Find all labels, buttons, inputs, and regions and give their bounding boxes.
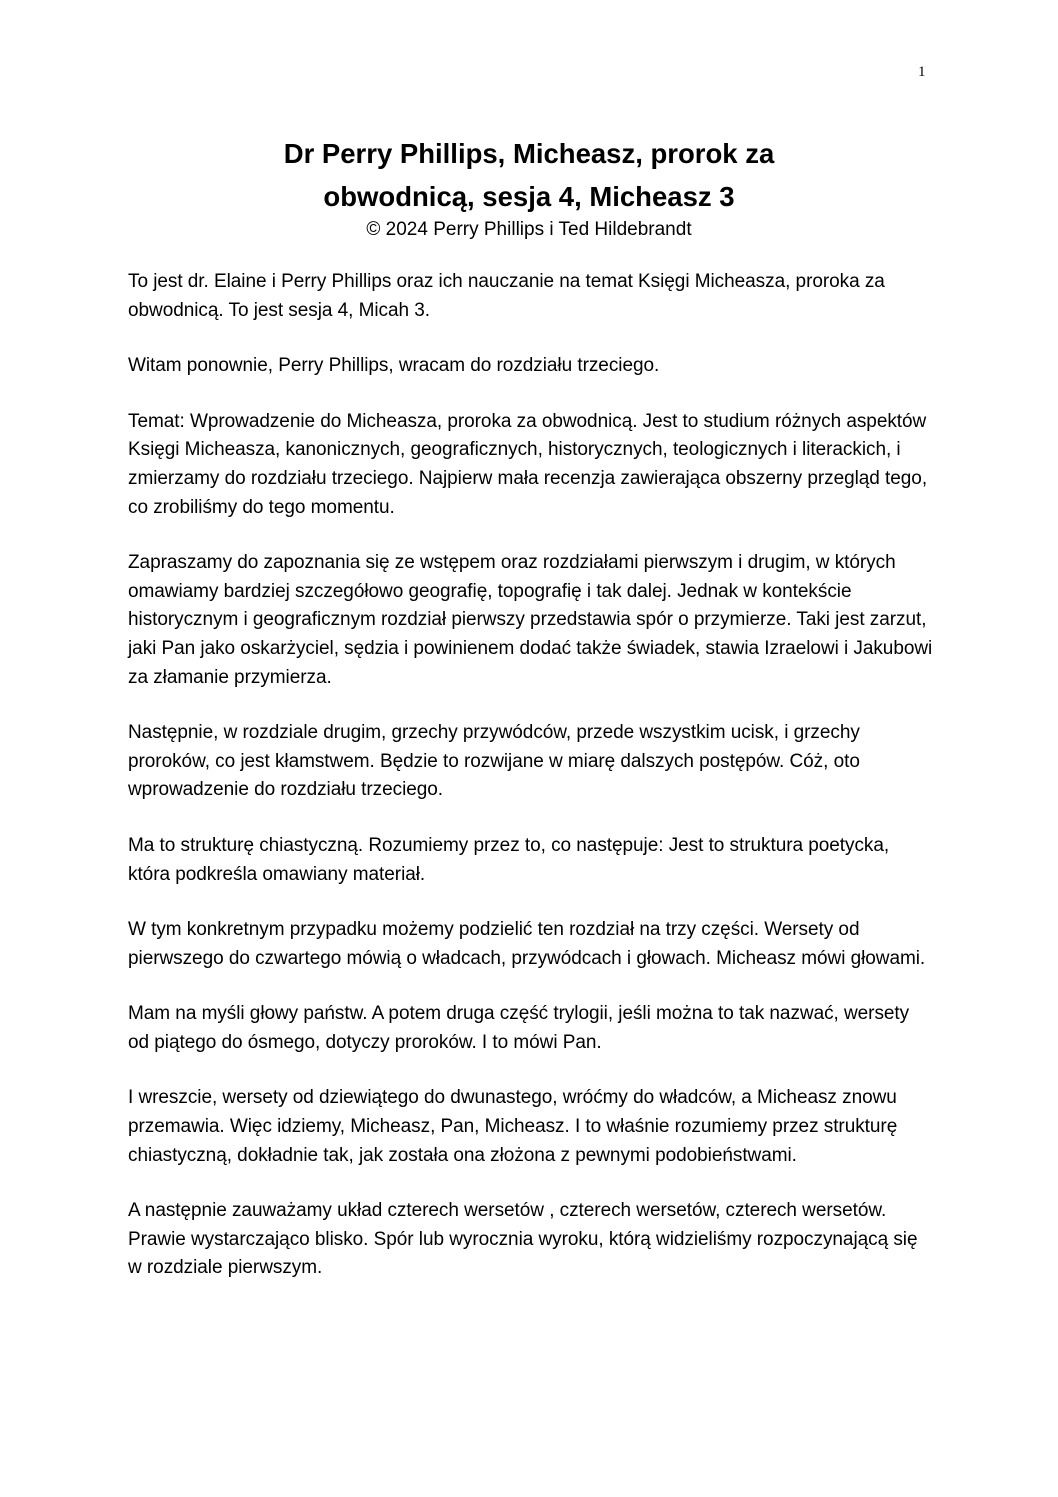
paragraph-10: A następnie zauważamy układ czterech wersetów , czterech wersetów, czterech wersetów. Prawie wystarczająco blisko. Spór lub wyrocznia wyroku, którą widzieliśmy rozpoczynającą się w rozdziale pierwszym. [128, 1200, 918, 1279]
paragraph-1: To jest dr. Elaine i Perry Phillips oraz ich nauczanie na temat Księgi Micheasza, proroka za obwodnicą. To jest sesja 4, Micah 3. [128, 271, 885, 321]
paragraph-4: Zapraszamy do zapoznania się ze wstępem oraz rozdziałami pierwszym i drugim, w których omawiamy bardziej szczegółowo geografię, topografię i tak dalej. Jednak w kontekście historycznym i geograficznym rozdział pierwszy przedstawia spór o przymierze. Taki jest zarzut, jaki Pan jako oskarżyciel, sędzia i powinienem dodać także świadek, stawia Izraelowi i Jakubowi za złamanie przymierza. [128, 552, 933, 688]
copyright-line: © 2024 Perry Phillips i Ted Hildebrandt [366, 219, 692, 240]
paragraph-2: Witam ponownie, Perry Phillips, wracam do rozdziału trzeciego. [128, 355, 660, 377]
title-line-2: obwodnicą, sesja 4, Micheasz 3 [323, 181, 735, 212]
paragraph-3: Temat: Wprowadzenie do Micheasza, proroka za obwodnicą. Jest to studium różnych aspektów Księgi Micheasza, kanonicznych, geograficznych, historycznych, teologicznych i literackich, i zmierzamy do rozdziału trzeciego. Najpierw mała recenzja zawierająca obszerny przegląd tego, co zrobiliśmy do tego momentu. [128, 410, 928, 518]
paragraph-6: Ma to strukturę chiastyczną. Rozumiemy przez to, co następuje: Jest to struktura poetycka, która podkreśla omawiany materiał. [128, 834, 890, 885]
page-number: 1 [918, 64, 926, 80]
paragraph-9: I wreszcie, wersety od dziewiątego do dwunastego, wróćmy do władców, a Micheasz znowu przemawia. Więc idziemy, Micheasz, Pan, Micheasz. I to właśnie rozumiemy przez strukturę chiastyczną, dokładnie tak, jak została ona złożona z pewnymi podobieństwami. [128, 1087, 898, 1166]
paragraph-7: W tym konkretnym przypadku możemy podzielić ten rozdział na trzy części. Wersety od pierwszego do czwartego mówią o władcach, przywódcach i głowach. Micheasz mówi głowami. [128, 919, 926, 969]
title-line-1: Dr Perry Phillips, Micheasz, prorok za [283, 138, 775, 169]
paragraph-5: Następnie, w rozdziale drugim, grzechy przywódców, przede wszystkim ucisk, i grzechy proroków, co jest kłamstwem. Będzie to rozwijane w miarę dalszych postępów. Cóż, oto wprowadzenie do rozdziału trzeciego. [128, 722, 860, 801]
document-body [128, 268, 933, 1310]
paragraph-8: Mam na myśli głowy państw. A potem druga część trylogii, jeśli można to tak nazwać, wersety od piątego do ósmego, dotyczy proroków. I to mówi Pan. [128, 1003, 910, 1053]
document-title [128, 132, 930, 218]
